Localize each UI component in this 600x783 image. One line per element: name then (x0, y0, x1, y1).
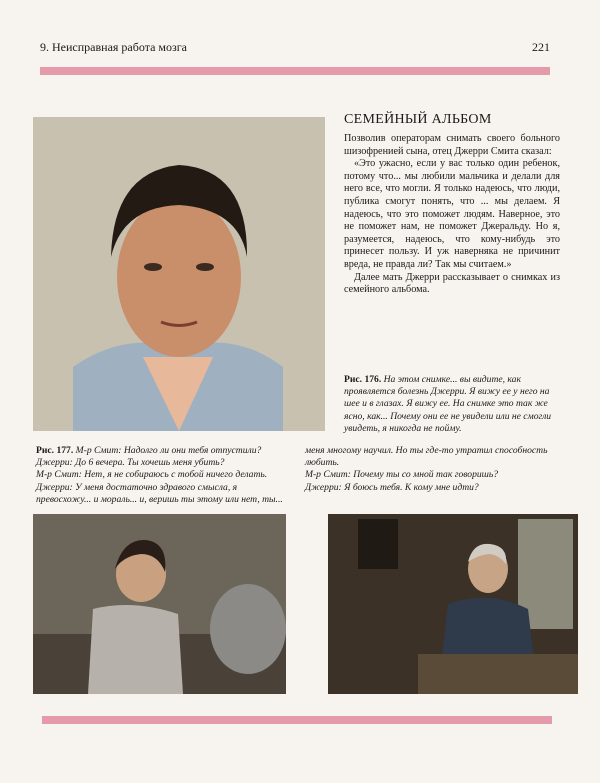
caption-line: М-р Смит: Почему ты со мной так говоришь? (305, 469, 499, 481)
portrait-photo (33, 117, 325, 431)
chapter-header: 9. Неисправная работа мозга (40, 40, 187, 54)
figure-177-label: Рис. 177. (36, 445, 74, 456)
photo-father-seated-illustration (328, 514, 578, 694)
figure-176-label: Рис. 176. (344, 374, 382, 385)
figure-177-caption-left (36, 445, 292, 506)
body-paragraph: «Это ужасно, если у вас только один ребенок, потому что... мы любили мальчика и делали для него все, что могли. Я только надеюсь, что люди, публика смогут понять, что ... мы делаем. Я надеюсь, что это поможет людям. Наверное, это не поможет нам, не поможет Джеральду. Но я, разумеется, надеюсь, что кому-нибудь это принесет пользу. И уж наверняка не причинит вреда, не правда ли? Так мы считаем.» (344, 158, 560, 270)
caption-line: М-р Смит: Нет, я не собираюсь с тобой ничего делать. (36, 469, 268, 481)
page-number: 221 (532, 40, 550, 54)
caption-line: Джерри: Я боюсь тебя. К кому мне идти? (305, 481, 479, 493)
portrait-illustration (33, 117, 325, 431)
bottom-divider-bar (42, 716, 552, 724)
photo-son-with-dog (33, 514, 286, 694)
caption-line: Джерри: У меня достаточно здравого смысла, я превосхожу... и мораль... и, веришь ты этому или нет, ты... (36, 481, 283, 505)
caption-line: Джерри: До 6 вечера. Ты хочешь меня убить? (36, 457, 225, 469)
top-divider-bar (40, 67, 550, 75)
caption-line: меня многому научил. Но ты где-то утратил способность любить. (305, 445, 548, 469)
section-body (344, 133, 560, 297)
figure-176-caption (344, 374, 560, 435)
photo-son-with-dog-illustration (33, 514, 286, 694)
figure-177-caption-right (305, 445, 561, 494)
body-paragraph: Далее мать Джерри рассказывает о снимках из семейного альбома. (344, 271, 560, 296)
caption-line: М-р Смит: Надолго ли они тебя отпустили? (73, 445, 262, 456)
section-title: СЕМЕЙНЫЙ АЛЬБОМ (344, 112, 492, 127)
body-paragraph: Позволив операторам снимать своего больного шизофренией сына, отец Джерри Смита сказал: (344, 133, 560, 157)
figure-176-text: На этом снимке... вы видите, как проявляется болезнь Джерри. Я вижу ее у него на шее и в глазах. Я вижу ее. На снимке это так же ясно, как... Почему они ее не увидели или не смогли увидеть, я никогда не пойму. (344, 374, 552, 434)
photo-father-seated (328, 514, 578, 694)
